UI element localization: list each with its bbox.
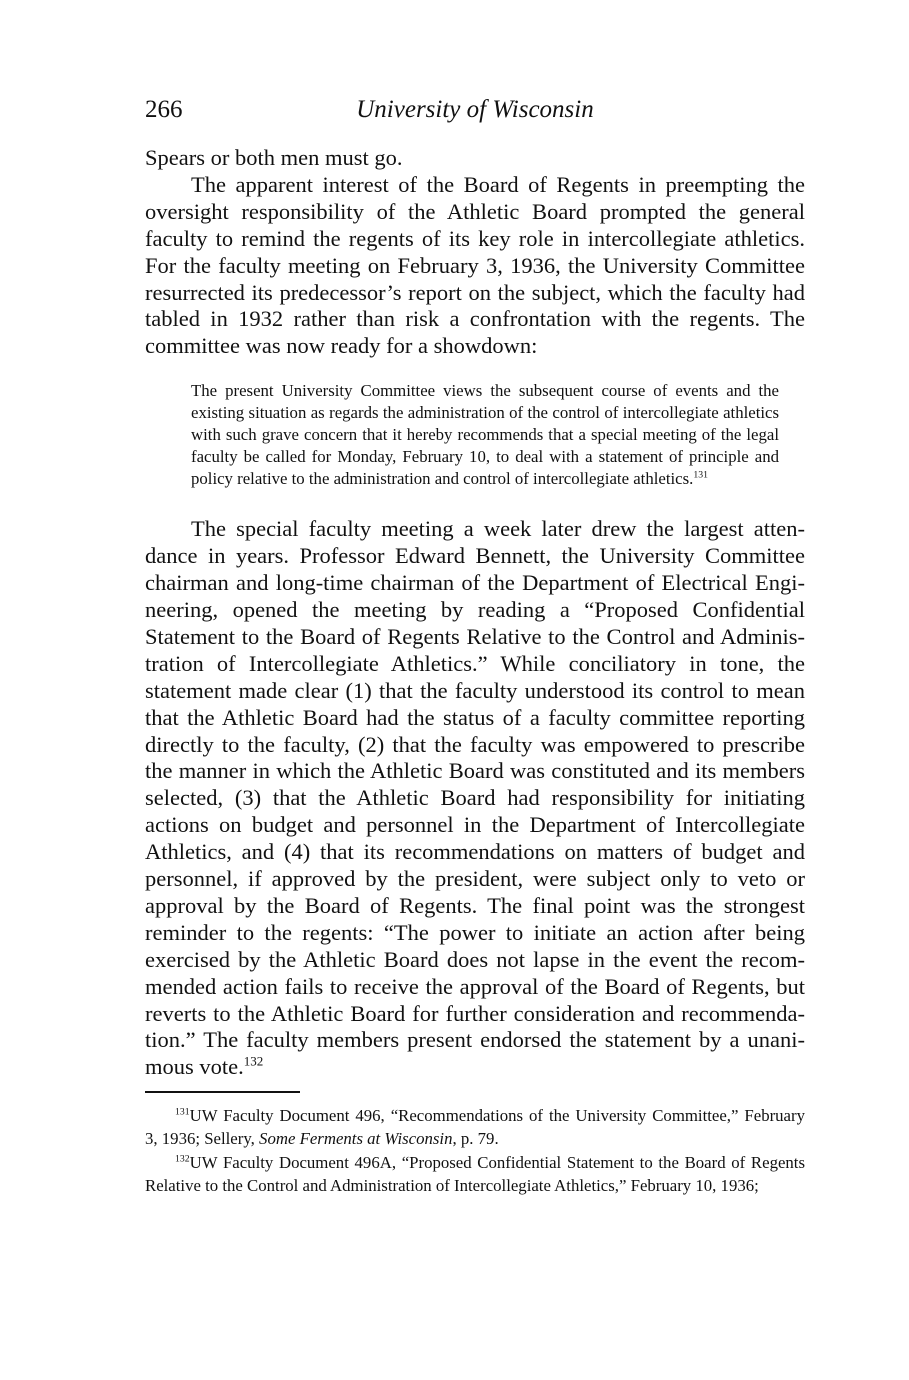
footnote-ref-132: 132	[243, 1053, 264, 1069]
footnote-number-131: 131	[175, 1106, 190, 1118]
block-quote-text	[191, 380, 779, 490]
running-head	[145, 90, 805, 130]
paragraph-special-meeting	[145, 516, 805, 1081]
paragraph-special-meeting-body: The special faculty meeting a week later drew the largest attendance in years. Professor Edward Bennett, the University Committee chairman and long-time chairman of the Department of Electrical Engineering, opened the meeting by reading a “Proposed Confidential Statement to the Board of Regents Relative to the Control and Administration of Intercollegiate Athletics.” While conciliatory in tone, the statement made clear (1) that the faculty understood its control to mean that the Athletic Board had the status of a faculty committee reporting directly to the faculty, (2) that the faculty was empowered to prescribe the manner in which the Athletic Board was constituted and its members selected, (3) that the Athletic Board had responsibility for initiating actions on budget and personnel in the Department of Intercollegiate Athletics, and (4) that its recommendations on matters of budget and personnel, if approved by the president, were subject only to veto or approval by the Board of Regents. The final point was the strongest reminder to the regents: “The power to initiate an action after being exercised by the Athletic Board does not lapse in the event the recommended action fails to receive the approval of the Board of Regents, but reverts to the Athletic Board for further consideration and recommendation.” The faculty members present endorsed the statement by a unanimous vote.	[145, 516, 805, 1080]
book-page	[145, 90, 805, 1197]
paragraph-continuation: Spears or both men must go.	[145, 145, 403, 170]
footnote-ref-131: 131	[693, 469, 708, 481]
footnote-number-132: 132	[175, 1153, 190, 1165]
footnote-131-text-after: , p. 79.	[452, 1128, 499, 1148]
paragraph-faculty-reminder: The apparent interest of the Board of Regents in preempting the oversight responsibility of the Athletic Board prompted the general faculty to remind the regents of its key role in intercollegiate athletics. For the faculty meeting on February 3, 1936, the University Committee resurrected its predecessor’s report on the subject, which the faculty had tabled in 1932 rather than risk a confrontation with the regents. The committee was now ready for a showdown:	[145, 171, 805, 359]
footnote-132-text: UW Faculty Document 496A, “Proposed Confidential Statement to the Board of Regents Relative to the Control and Administration of Intercollegiate Athletics,” February 10, 1936;	[145, 1153, 805, 1195]
block-quote	[191, 380, 779, 490]
body-text	[145, 145, 805, 360]
footnote-131	[145, 1105, 805, 1150]
page-number: 266	[145, 96, 183, 123]
footnote-rule	[145, 1091, 300, 1093]
footnote-131-title: Some Ferments at Wisconsin	[259, 1128, 453, 1148]
block-quote-body: The present University Committee views the subsequent course of events and the existing situation as regards the administration of the control of intercollegiate athletics with such grave concern that it hereby recommends that a special meeting of the legal faculty be called for Monday, February 10, to deal with a statement of principle and policy relative to the administration and control of intercollegiate athletics.	[191, 381, 779, 489]
running-title: University of Wisconsin	[356, 96, 594, 123]
footnotes	[145, 1105, 805, 1197]
body-text-continued	[145, 516, 805, 1081]
footnote-131-text-before: UW Faculty Document 496, “Recommendations of the University Committee,” February 3, 1936; Sellery,	[145, 1106, 805, 1148]
footnote-132	[145, 1152, 805, 1197]
